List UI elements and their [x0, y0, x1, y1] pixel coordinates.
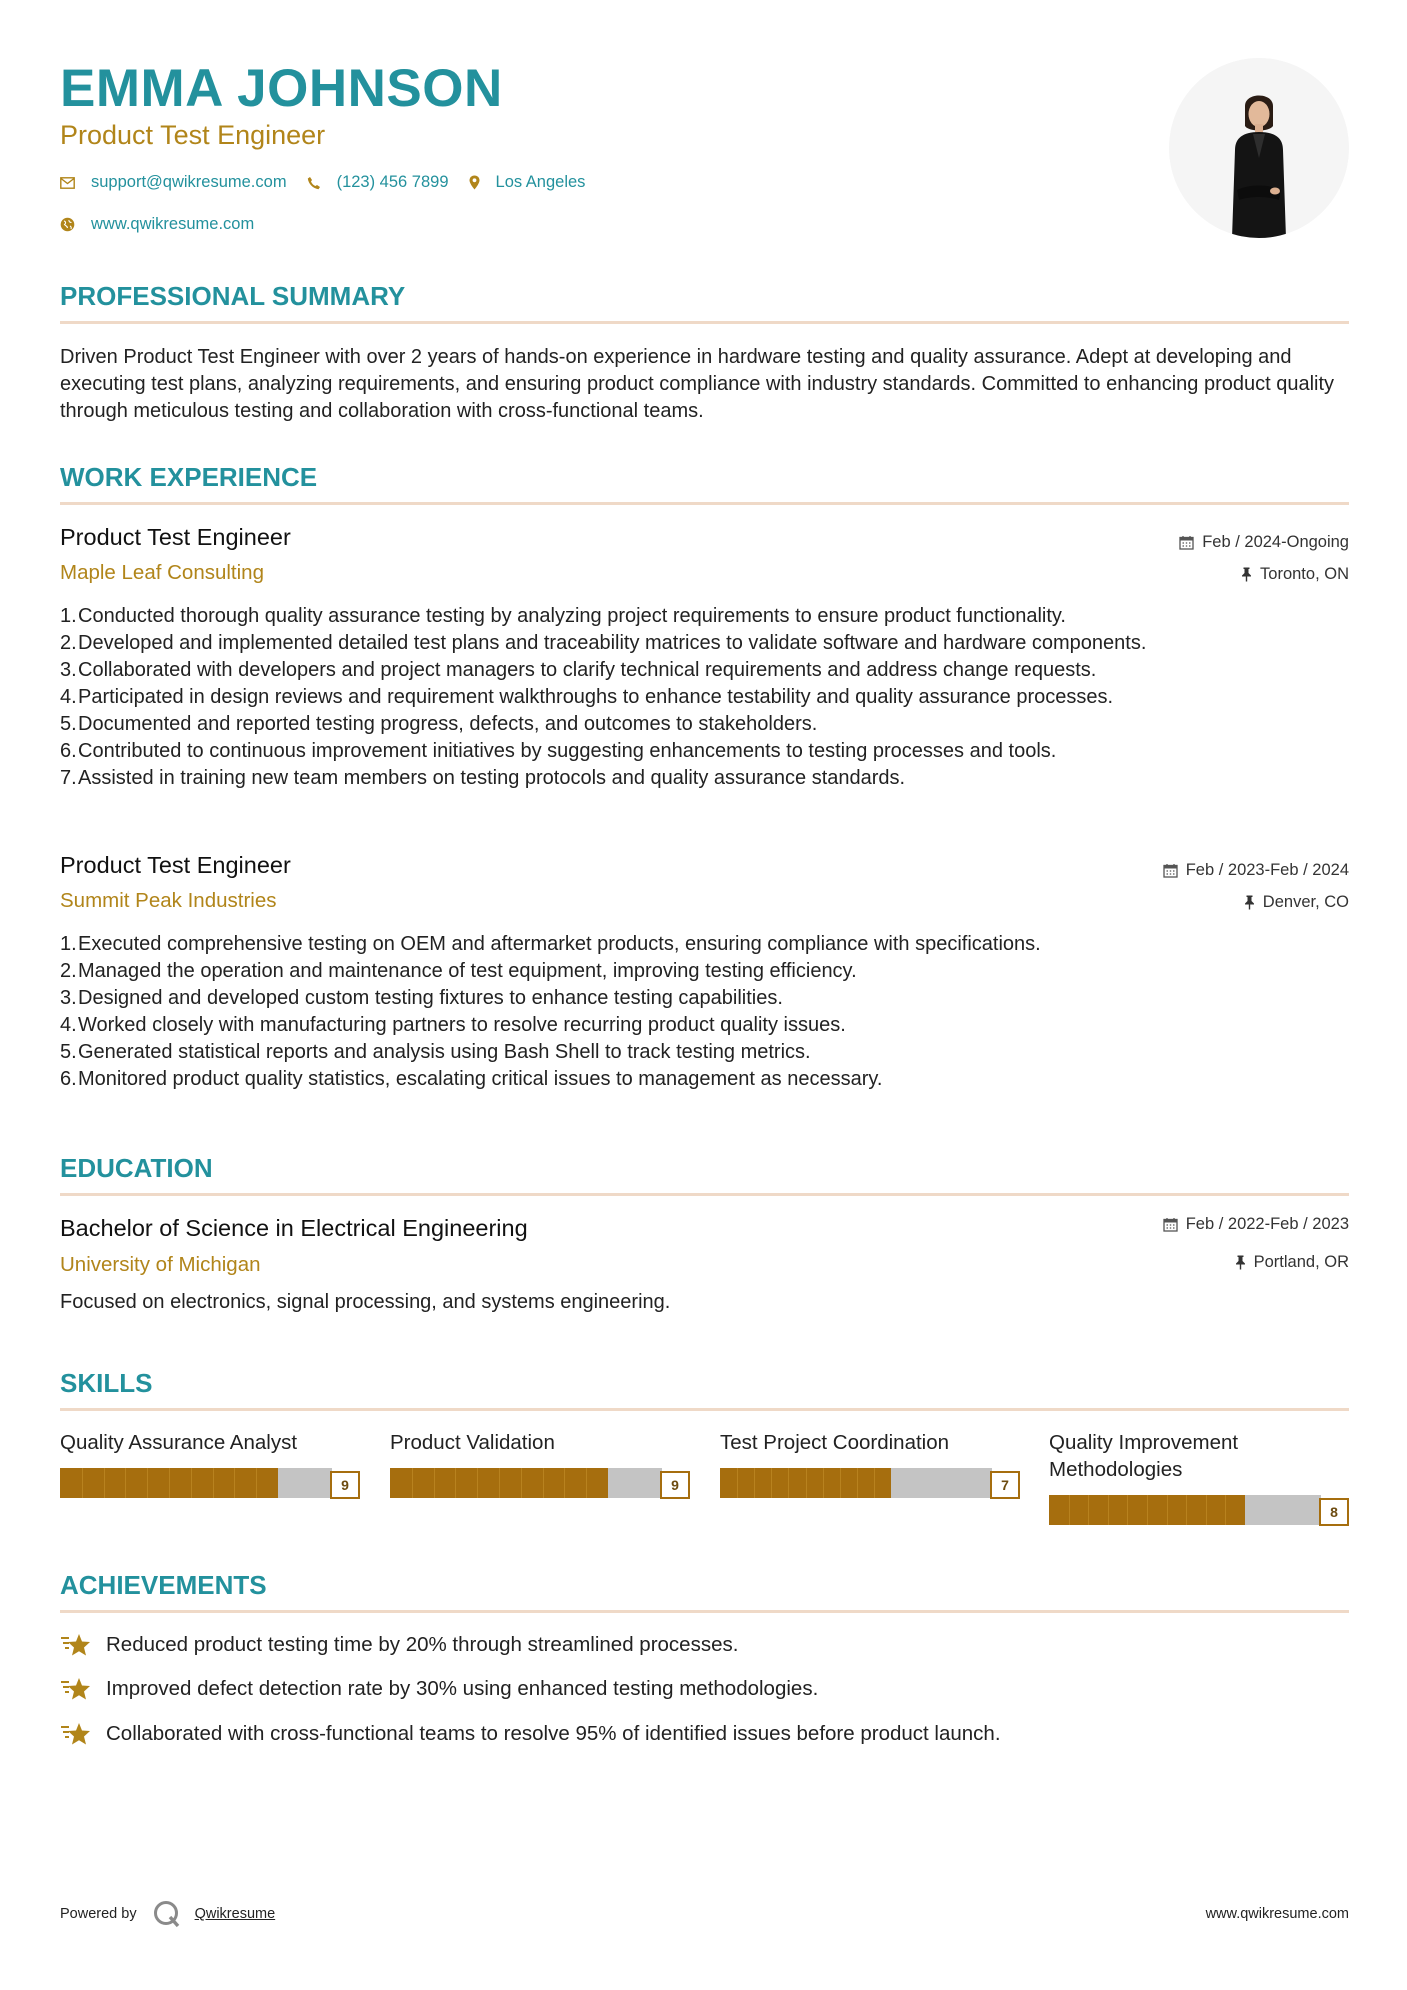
skill-score: 9 — [660, 1471, 690, 1499]
contact-row — [60, 173, 605, 192]
skill-bar-segment — [499, 1468, 500, 1498]
achievement-text: Collaborated with cross-functional teams to resolve 95% of identified issues before product launch. — [106, 1722, 1001, 1745]
skill-bar-segment — [213, 1468, 214, 1498]
skill-name: Quality Improvement Methodologies — [1049, 1431, 1239, 1481]
achievements-divider — [60, 1610, 1349, 1613]
skill-bar-segment — [840, 1468, 841, 1498]
skill-bar-segment — [1186, 1495, 1187, 1525]
skill-bar-segment — [806, 1468, 807, 1498]
location-text: Los Angeles — [495, 173, 586, 191]
education-divider — [60, 1193, 1349, 1196]
achievements-heading: ACHIEVEMENTS — [60, 1570, 267, 1600]
achievement-text: Reduced product testing time by 20% through streamlined processes. — [106, 1633, 739, 1656]
skill-bar-segment — [125, 1468, 126, 1498]
skill-bar-segment — [823, 1468, 824, 1498]
skill-bar-segment — [754, 1468, 755, 1498]
skill-item — [390, 1429, 690, 1498]
pushpin-icon — [1244, 895, 1255, 910]
job-title: Product Test Engineer — [60, 852, 291, 878]
email-text: support@qwikresume.com — [91, 173, 287, 191]
list-item: 1. Executed comprehensive testing on OEM and aftermarket products, ensuring compliance with specifications. — [60, 933, 1041, 955]
skill-bar-segment — [788, 1468, 789, 1498]
job-duties-list — [60, 603, 1349, 792]
map-pin-icon — [469, 175, 480, 190]
website-row — [60, 215, 274, 234]
skill-score: 8 — [1319, 1498, 1349, 1526]
candidate-title: Product Test Engineer — [60, 120, 326, 150]
list-item: 2. Developed and implemented detailed test plans and traceability matrices to validate software and hardware components. — [60, 632, 1147, 654]
summary-heading: PROFESSIONAL SUMMARY — [60, 281, 406, 311]
skill-bar-segment — [564, 1468, 565, 1498]
education-location — [1235, 1253, 1349, 1272]
globe-icon — [60, 217, 75, 232]
achievement-item — [60, 1676, 818, 1702]
qwikresume-logo-icon — [153, 1900, 181, 1928]
summary-text: Driven Product Test Engineer with over 2 years of hands-on experience in hardware testing and quality assurance. Adept at developing and executing test plans, analyzing requirements, and ensuring product compliance with industry standards. Committed to enhancing product quality through meticulous testing and collaboration with cross-functional teams. — [60, 346, 1335, 422]
education-location-text: Portland, OR — [1253, 1253, 1349, 1271]
phone-item[interactable] — [307, 173, 449, 192]
skill-item — [1049, 1429, 1349, 1525]
profile-photo — [1169, 58, 1349, 238]
envelope-icon — [60, 177, 75, 189]
star-award-icon — [60, 1721, 92, 1747]
skill-bar — [1049, 1495, 1349, 1525]
skill-item — [720, 1429, 1020, 1498]
skill-bar — [390, 1468, 690, 1498]
skill-bar-segment — [1206, 1495, 1207, 1525]
list-item: 7. Assisted in training new team members on testing protocols and quality assurance standards. — [60, 767, 906, 789]
skill-bar-segment — [1147, 1495, 1148, 1525]
calendar-icon — [1163, 863, 1178, 878]
skill-bar-segment — [477, 1468, 478, 1498]
job-title: Product Test Engineer — [60, 524, 291, 550]
skill-score: 7 — [990, 1471, 1020, 1499]
achievement-item — [60, 1632, 738, 1658]
list-item: 5. Generated statistical reports and analysis using Bash Shell to track testing metrics. — [60, 1041, 811, 1063]
pushpin-icon — [1235, 1255, 1246, 1270]
skill-bar-segment — [1069, 1495, 1070, 1525]
skill-bar-segment — [1167, 1495, 1168, 1525]
education-description: Focused on electronics, signal processing, and systems engineering. — [60, 1291, 671, 1313]
calendar-icon — [1163, 1217, 1178, 1232]
skill-name: Test Project Coordination — [720, 1431, 950, 1454]
job-location — [1241, 565, 1349, 584]
skill-bar-segment — [543, 1468, 544, 1498]
list-item: 4. Participated in design reviews and requirement walkthroughs to enhance testability and quality assurance processes. — [60, 686, 1114, 708]
job-dates-text: Feb / 2023-Feb / 2024 — [1185, 861, 1349, 879]
star-award-icon — [60, 1676, 92, 1702]
job-dates — [1163, 861, 1349, 880]
job-location — [1244, 893, 1349, 912]
phone-icon — [307, 176, 321, 190]
education-heading: EDUCATION — [60, 1153, 213, 1183]
list-item: 1. Conducted thorough quality assurance testing by analyzing project requirements to ensure product functionality. — [60, 605, 1066, 627]
skill-bar-segment — [771, 1468, 772, 1498]
job-dates-text: Feb / 2024-Ongoing — [1202, 533, 1349, 551]
achievement-item — [60, 1721, 1001, 1747]
job-company: Maple Leaf Consulting — [60, 561, 264, 584]
skill-bar-segment — [82, 1468, 83, 1498]
star-award-icon — [60, 1632, 92, 1658]
powered-by-label: Powered by — [60, 1906, 137, 1922]
job-location-text: Denver, CO — [1262, 893, 1349, 911]
skill-item — [60, 1429, 360, 1498]
calendar-icon — [1179, 535, 1194, 550]
education-dates-text: Feb / 2022-Feb / 2023 — [1185, 1215, 1349, 1233]
experience-divider — [60, 502, 1349, 505]
email-item[interactable] — [60, 173, 287, 192]
skills-heading: SKILLS — [60, 1368, 153, 1398]
skill-bar-segment — [256, 1468, 257, 1498]
skill-bar-segment — [857, 1468, 858, 1498]
job-location-text: Toronto, ON — [1260, 565, 1349, 583]
skill-bar-segment — [1225, 1495, 1226, 1525]
school-name: University of Michigan — [60, 1253, 261, 1276]
skill-bar — [60, 1468, 360, 1498]
skill-bar-segment — [169, 1468, 170, 1498]
list-item: 2. Managed the operation and maintenance of test equipment, improving testing efficiency. — [60, 960, 857, 982]
list-item: 4. Worked closely with manufacturing partners to resolve recurring product quality issues. — [60, 1014, 846, 1036]
footer-powered-by — [60, 1900, 275, 1928]
skill-bar-segment — [104, 1468, 105, 1498]
skills-divider — [60, 1408, 1349, 1411]
skill-name: Product Validation — [390, 1431, 555, 1454]
footer-website[interactable]: www.qwikresume.com — [1205, 1906, 1349, 1922]
skill-bar-segment — [1088, 1495, 1089, 1525]
experience-heading: WORK EXPERIENCE — [60, 462, 318, 492]
degree-title: Bachelor of Science in Electrical Engineering — [60, 1215, 528, 1241]
job-duties-list — [60, 931, 1349, 1093]
skill-bar-segment — [412, 1468, 413, 1498]
website-item[interactable] — [60, 215, 254, 234]
qwikresume-link[interactable]: Qwikresume — [194, 1906, 276, 1922]
job-company: Summit Peak Industries — [60, 889, 277, 912]
skill-bar-segment — [586, 1468, 587, 1498]
summary-divider — [60, 321, 1349, 324]
pushpin-icon — [1241, 567, 1252, 582]
skill-bar-segment — [1108, 1495, 1109, 1525]
skill-bar-segment — [737, 1468, 738, 1498]
skill-bar-segment — [455, 1468, 456, 1498]
list-item: 3. Designed and developed custom testing fixtures to enhance testing capabilities. — [60, 987, 783, 1009]
list-item: 5. Documented and reported testing progress, defects, and outcomes to stakeholders. — [60, 713, 818, 735]
location-item — [469, 173, 586, 192]
skill-name: Quality Assurance Analyst — [60, 1431, 298, 1454]
skill-bar-segment — [1127, 1495, 1128, 1525]
skill-bar-segment — [234, 1468, 235, 1498]
skill-bar-segment — [147, 1468, 148, 1498]
list-item: 3. Collaborated with developers and project managers to clarify technical requirements and address change requests. — [60, 659, 1097, 681]
skill-score: 9 — [330, 1471, 360, 1499]
job-dates — [1179, 533, 1349, 552]
person-portrait-icon — [1169, 58, 1349, 238]
skill-bar-segment — [434, 1468, 435, 1498]
website-text: www.qwikresume.com — [91, 215, 255, 233]
list-item: 6. Monitored product quality statistics, escalating critical issues to management as necessary. — [60, 1068, 883, 1090]
candidate-name: EMMA JOHNSON — [60, 59, 503, 118]
list-item: 6. Contributed to continuous improvement initiatives by suggesting enhancements to testing processes and tools. — [60, 740, 1057, 762]
phone-text: (123) 456 7899 — [336, 173, 449, 191]
skill-bar-segment — [874, 1468, 875, 1498]
education-dates — [1163, 1215, 1349, 1234]
achievement-text: Improved defect detection rate by 30% using enhanced testing methodologies. — [106, 1677, 819, 1700]
skill-bar-segment — [191, 1468, 192, 1498]
skill-bar — [720, 1468, 1020, 1498]
skill-bar-segment — [521, 1468, 522, 1498]
